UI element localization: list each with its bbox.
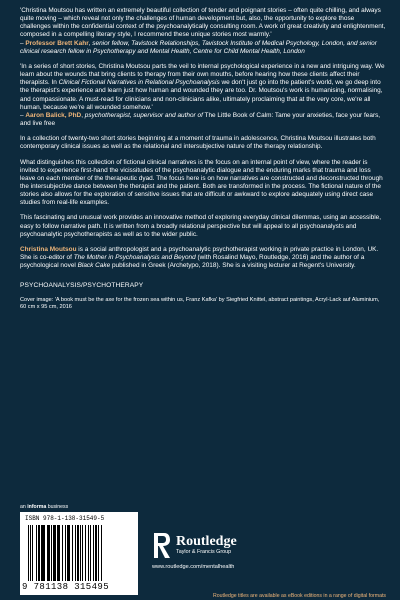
publisher-logo [152,532,237,559]
reviewer-name: Aaron Balick, PhD [25,111,82,119]
reviewer-book: The Little Book of Calm: Tame your anxieties, face your fears, and live free [20,111,381,128]
isbn-barcode [20,512,138,595]
reviewer-name: Professor Brett Kahr [25,39,89,47]
review-quote: 'Christina Moutsou has written an extremely beautiful collection of tender and poignant stories – often quite chilling, and always quite moving – which reveal not only the challenges of human development but, also, the opportunity to explore those challenges within the confidential context of the psychoanalytically consulting room. A work of great creativity and enlightenment, composed in a compelling literary style, I recommend these unique stories most warmly.' [20,7,386,39]
review-attribution: – Professor Brett Kahr, senior fellow, Tavistock Relationships, Tavistock Institute of Medical Psychology, London, and senior clinical research fellow in Psychotherapy and Mental Health, Centre for Child Mental Health, London [20,39,377,55]
barcode-bar [102,525,103,581]
informa-line: an informa business [20,504,69,510]
informa-logo: informa [27,504,47,510]
author-bio: Christina Moutsou is a social anthropologist and a psychoanalytic psychotherapist working in private practice in London, UK. She is co-editor of The Mother in Psychoanalysis and Beyond (with Rosalind Mayo, Routledge, 2016) and the author of a psychological novel Black Cake published in Greek (Archetypo, 2018). She is a visiting lecturer at Regent's University. [20,245,379,270]
ebook-note: Routledge titles are available as eBook editions in a range of digital formats [212,593,386,599]
review-kahr [20,7,386,56]
subject-category: PSYCHOANALYSIS/PSYCHOTHERAPY [20,282,144,290]
publisher-group: Taylor & Francis Group [176,549,232,555]
blurb-paragraph: In a collection of twenty-two short stories beginning at a moment of trauma in adolescence, Christina Moutsou illustrates both contemporary clinical issues as well as the relational and intersubjective nature of the therapy relationship. [20,135,376,151]
review-attribution: – Aaron Balick, PhD, psychotherapist, supervisor and author of The Little Book of Calm: Tame your anxieties, face your fears, and live free [20,111,381,128]
review-quote: 'In a series of short stories, Christina Moutsou parts the veil to internal psychological experience in a new and intriguing way. We learn about the wounds that bring clients to therapy from their own mouths, before hearing how these clients affect their therapists. In Clinical Fictional Narratives in Relational Psychoanalysis we don't just go into the patient's world, we go deep into the therapist's experience and learn just how human and wounded they are too. Dr. Moutsou's work is humanising, normalising, and compassionate. A must-read for clinicians and non-clinicians alike, ultimately proclaiming that at the very core, we're all human, because we're all wounded somehow.' [20,62,385,111]
publisher-url: www.routledge.com/mentalhealth [152,564,235,570]
cover-image-credit: Cover image: 'A book must be the axe for the frozen sea within us, Franz Kafka' by Siegfried Knittel, abstract paintings, Acryl-Lack auf Aluminium, 60 cm x 95 cm, 2016 [20,296,380,310]
reviewer-affiliation: psychotherapist, supervisor and author of [84,111,203,119]
review-balick [20,63,386,128]
barcode-bars [28,525,132,581]
author-name: Christina Moutsou [20,245,77,253]
blurb-paragraph: This fascinating and unusual work provides an innovative method of exploring everyday clinical dilemmas, using an accessible, easy to follow narrative path. It is written from a broadly relational perspective but will appeal to all psychoanalysts and psychoanalytic psychotherapists as well as to the wider public. [20,214,382,238]
routledge-r-icon [152,532,172,559]
isbn-text: ISBN 978-1-138-31549-5 [25,515,105,522]
blurb-paragraph: What distinguishes this collection of fictional clinical narratives is the focus on an internal point of view, where the reader is invited to experience first-hand the vicissitudes of the psychoanalytic dialogue and the enduring marks that trauma and loss leave on each member of the therapeutic dyad. The focus here is on how narratives are constructed and deconstructed through the intersubjective dance between the therapist and the patient. Both are transformed in the process. The fictional nature of the stories also allows for the exploration of sensitive issues that are difficult or awkward to explore adequately using direct case studies from real-life examples. [20,158,383,207]
barcode-number: 9 781138 315495 [22,582,110,592]
reviewer-affiliation: senior fellow, Tavistock Relationships, Tavistock Institute of Medical Psychology, London, and senior clinical research fellow in Psychotherapy and Mental Health, Centre for Child Mental Health, London [20,39,377,55]
back-cover-footer [20,504,386,600]
publisher-name: Routledge [176,534,237,549]
